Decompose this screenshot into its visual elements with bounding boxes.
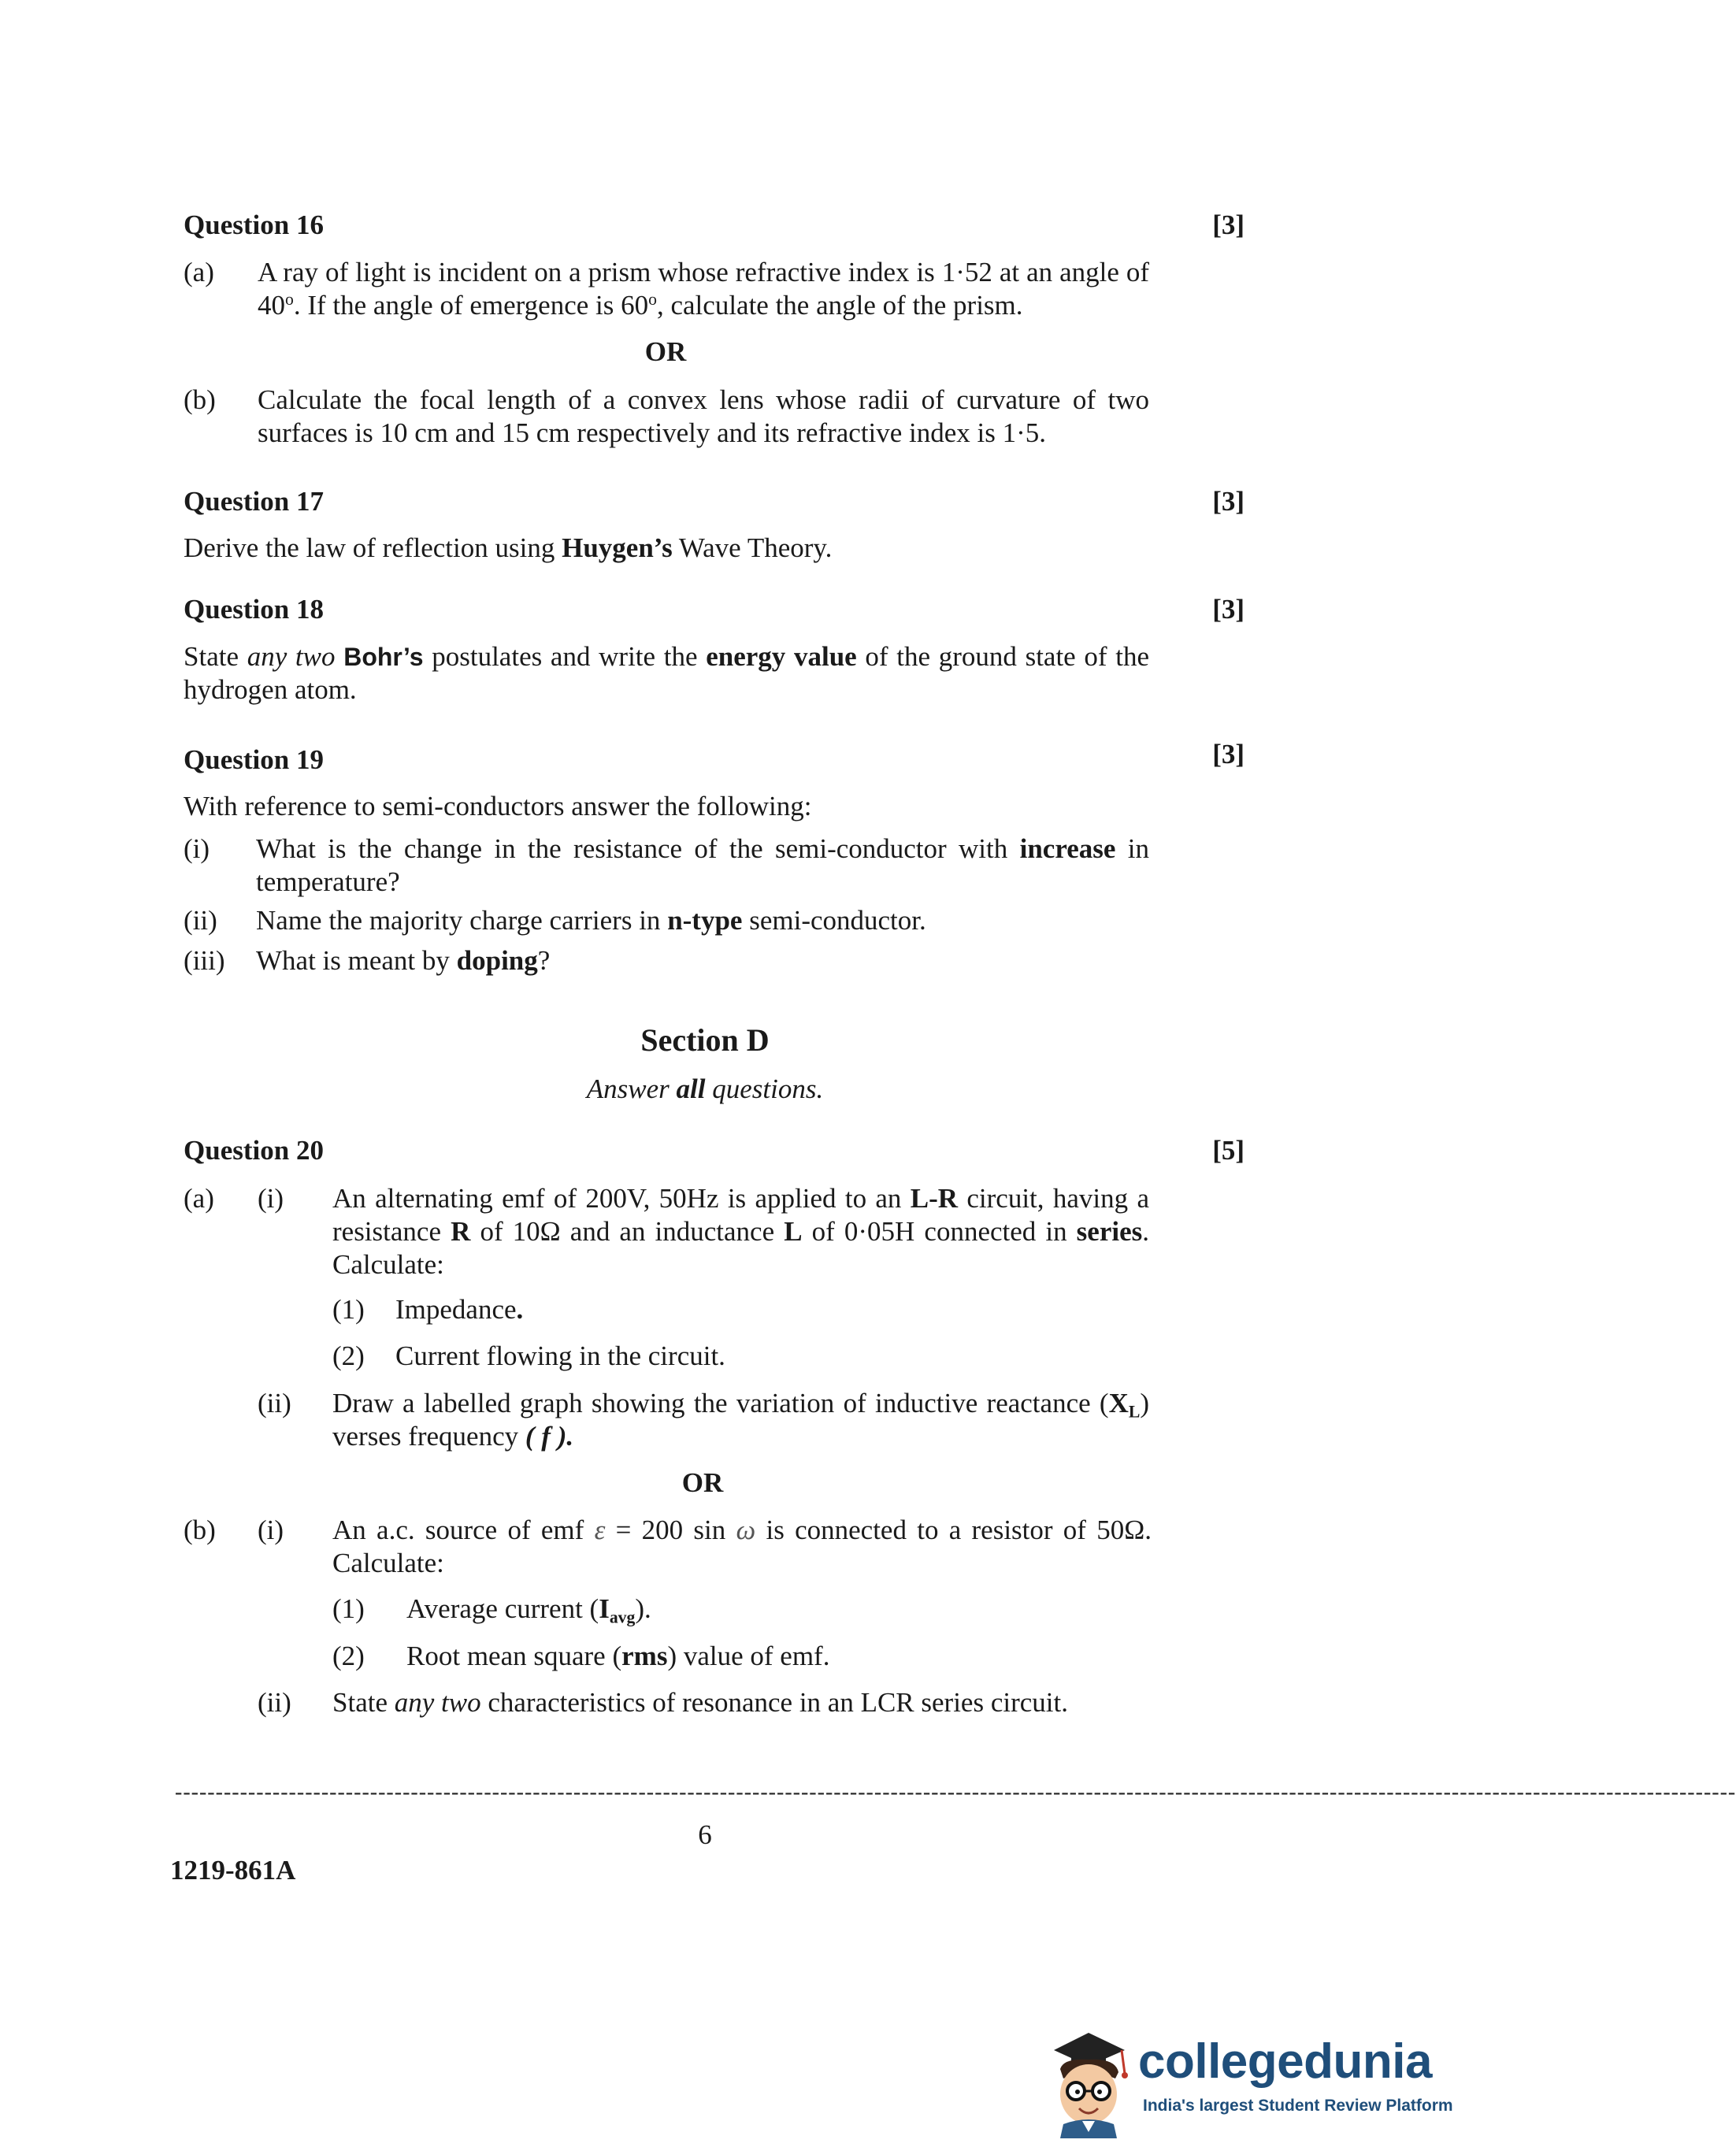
q20-b-label: (b) [184, 1515, 216, 1545]
q20-a-label: (a) [184, 1183, 214, 1214]
q20-a-ii-text: Draw a labelled graph showing the variation of inductive reactance $(X_L)$ verses frequency ( f ). [332, 1388, 1149, 1452]
question-20-title: Question 20 [184, 1135, 324, 1166]
q20-a-i-1-text: Impedance. [395, 1294, 524, 1325]
q16-b-label: (b) [184, 384, 216, 415]
q20-b-ii-text: State any two characteristics of resonance in an LCR series circuit. [332, 1687, 1068, 1718]
logo-wordmark: collegedunia [1138, 2034, 1432, 2089]
paper-code: 1219-861A [170, 1855, 296, 1886]
mascot-icon [1040, 2028, 1138, 2138]
question-17-marks: [3] [1212, 486, 1245, 517]
q20-b-i-label: (i) [258, 1515, 284, 1545]
q20-a-ii-label: (ii) [258, 1388, 291, 1418]
q19-ii-text: Name the majority charge carriers in n-type semi-conductor. [256, 905, 926, 936]
q20-b-ii-label: (ii) [258, 1687, 291, 1718]
question-19-title: Question 19 [184, 744, 324, 775]
q19-iii-text: What is meant by doping? [256, 945, 551, 976]
question-17-title: Question 17 [184, 486, 324, 517]
q16-or: OR [644, 336, 687, 367]
q19-i-text: What is the change in the resistance of the semi-conductor with increase in temperature? [256, 833, 1149, 897]
q19-iii-label: (iii) [184, 945, 225, 976]
question-18-title: Question 18 [184, 594, 324, 625]
q20-b-i-1-label: (1) [332, 1593, 365, 1624]
question-16-marks: [3] [1212, 210, 1245, 240]
q20-a-i-label: (i) [258, 1183, 284, 1214]
q20-a-i-text: An alternating emf of 200V, 50Hz is applied to an L-R circuit, having a resistance R of 10Ω and an inductance L of 0·05H connected in series. Calculate: [332, 1183, 1149, 1280]
q18-text: State any two Bohr’s postulates and write the energy value of the ground state of the hydrogen atom. [184, 641, 1150, 705]
q20-b-i-text: An a.c. source of emf ε = 200 sin ω is connected to a resistor of 50Ω. Calculate: [332, 1515, 1152, 1578]
q20-b-i-2-text: Root mean square (rms) value of emf. [406, 1641, 830, 1671]
q20-a-i-2-label: (2) [332, 1340, 365, 1371]
q20-b-i-2-label: (2) [332, 1641, 365, 1671]
question-16-title: Question 16 [184, 210, 324, 240]
logo-tagline: India's largest Student Review Platform [1143, 2097, 1453, 2115]
section-title: Section D [640, 1022, 770, 1058]
q20-a-i-1-label: (1) [332, 1294, 365, 1325]
question-20-marks: [5] [1212, 1135, 1245, 1166]
q17-text: Derive the law of reflection using Huygen’s Wave Theory. [184, 532, 833, 563]
q20-b-i-1-text: Average current $(I_{avg})$. [406, 1593, 651, 1627]
q19-ii-label: (ii) [184, 905, 217, 936]
footer-separator: ------------------------------------------------------------------------------------------------------------------------------------------------------------------------------------------------ [175, 1780, 1736, 1804]
q16-a-text: A ray of light is incident on a prism whose refractive index is 1·52 at an angle of 40$^o$. If the angle of emergence is 60$^o$, calculate the angle of the prism. [258, 257, 1149, 321]
q16-a-label: (a) [184, 257, 214, 287]
q19-i-label: (i) [184, 833, 210, 864]
q19-intro: With reference to semi-conductors answer the following: [184, 791, 812, 821]
question-18-marks: [3] [1212, 594, 1245, 625]
q16-b-text: Calculate the focal length of a convex lens whose radii of curvature of two surfaces is 10 cm and 15 cm respectively and its refractive index is 1·5. [258, 384, 1149, 448]
section-instruction: Answer all questions. [586, 1074, 824, 1104]
question-19-marks: [3] [1212, 739, 1245, 769]
collegedunia-logo [1040, 2028, 1453, 2138]
q20-a-i-2-text: Current flowing in the circuit. [395, 1340, 725, 1371]
page-number: 6 [698, 1819, 712, 1850]
q20-or: OR [681, 1467, 724, 1498]
